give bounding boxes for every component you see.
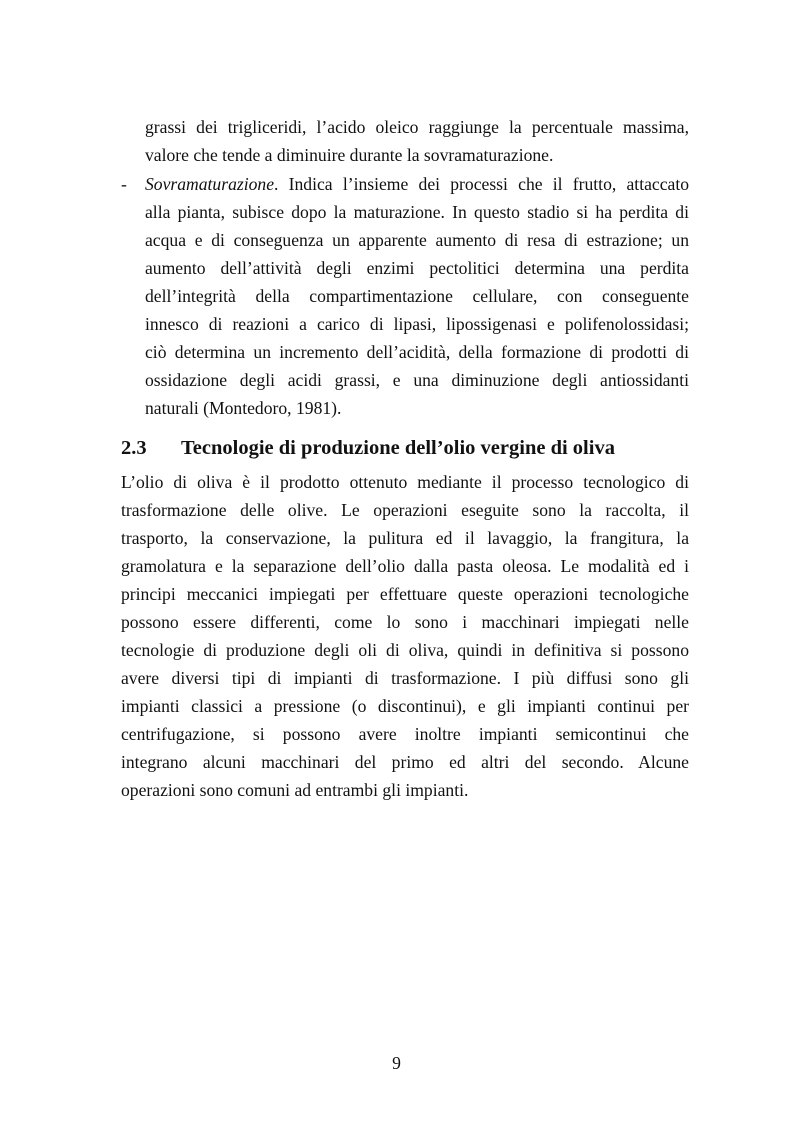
bullet-line-9: naturali (Montedoro, 1981). [145, 398, 342, 418]
bullet-line-2: alla pianta, subisce dopo la maturazione. In questo stadio si ha perdita di [145, 202, 689, 222]
paragraph-line-2: trasformazione delle olive. Le operazioni eseguite sono la raccolta, il [121, 500, 689, 520]
paragraph-line-8: avere diversi tipi di impianti di trasformazione. I più diffusi sono gli [121, 668, 689, 688]
continuation-line-1: grassi dei trigliceridi, l’acido oleico raggiunge la percentuale massima, [145, 117, 689, 137]
bullet-line-1: . Indica l’insieme dei processi che il frutto, attaccato [274, 174, 689, 194]
bullet-line-8: ossidazione degli acidi grassi, e una diminuzione degli antiossidanti [145, 370, 689, 390]
paragraph-line-12: operazioni sono comuni ad entrambi gli impianti. [121, 780, 469, 800]
section-title: Tecnologie di produzione dell’olio vergine di oliva [181, 437, 615, 459]
bullet-term: Sovramaturazione [145, 174, 275, 194]
paragraph-line-10: centrifugazione, si possono avere inoltre impianti semicontinui che [121, 724, 689, 744]
bullet-item-first-line [145, 170, 689, 198]
section-number: 2.3 [121, 437, 147, 459]
bullet-line-5: dell’integrità della compartimentazione cellulare, con conseguente [145, 286, 689, 306]
bullet-line-3: acqua e di conseguenza un apparente aumento di resa di estrazione; un [145, 230, 689, 250]
bullet-line-6: innesco di reazioni a carico di lipasi, lipossigenasi e polifenolossidasi; [145, 314, 689, 334]
continuation-line-2: valore che tende a diminuire durante la sovramaturazione. [145, 145, 554, 165]
bullet-marker: - [121, 174, 127, 194]
paragraph-line-6: possono essere differenti, come lo sono i macchinari impiegati nelle [121, 612, 689, 632]
paragraph-line-5: principi meccanici impiegati per effettuare queste operazioni tecnologiche [121, 584, 689, 604]
paragraph-line-3: trasporto, la conservazione, la pulitura ed il lavaggio, la frangitura, la [121, 528, 689, 548]
bullet-line-7: ciò determina un incremento dell’acidità, della formazione di prodotti di [145, 342, 689, 362]
paragraph-line-4: gramolatura e la separazione dell’olio dalla pasta oleosa. Le modalità ed i [121, 556, 689, 576]
paragraph-line-11: integrano alcuni macchinari del primo ed altri del secondo. Alcune [121, 752, 689, 772]
section-heading [121, 434, 615, 462]
bullet-line-4: aumento dell’attività degli enzimi pectolitici determina una perdita [145, 258, 689, 278]
page-number: 9 [392, 1053, 401, 1073]
paragraph-line-1: L’olio di oliva è il prodotto ottenuto mediante il processo tecnologico di [121, 472, 689, 492]
paragraph-line-7: tecnologie di produzione degli oli di oliva, quindi in definitiva si possono [121, 640, 689, 660]
paragraph-line-9: impianti classici a pressione (o discontinui), e gli impianti continui per [121, 696, 689, 716]
